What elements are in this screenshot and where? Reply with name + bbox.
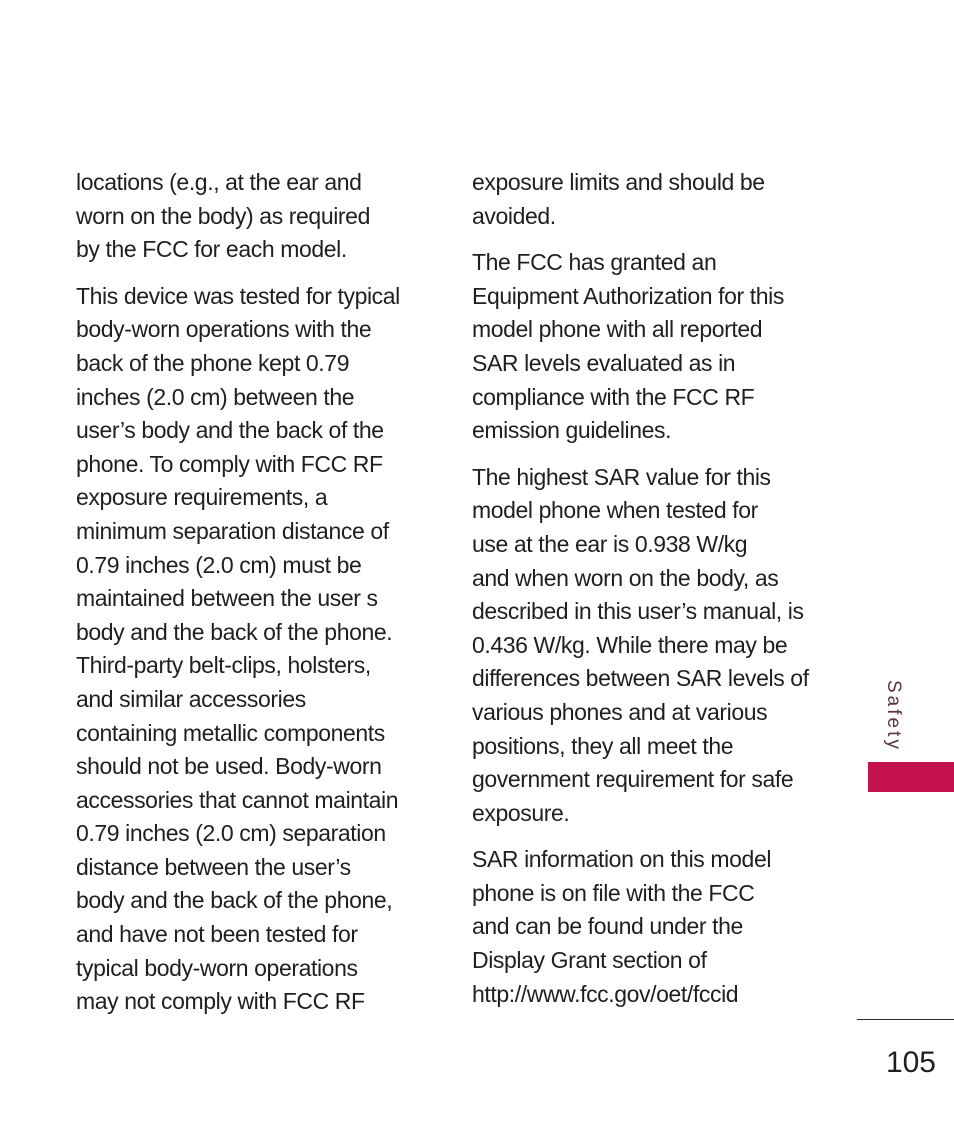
text-line: model phone when tested for bbox=[472, 497, 758, 524]
page-number: 105 bbox=[885, 1046, 936, 1079]
paragraph bbox=[76, 166, 438, 267]
text-line: Equipment Authorization for this bbox=[472, 282, 784, 309]
text-line: and have not been tested for bbox=[76, 921, 358, 948]
text-line: exposure. bbox=[472, 799, 570, 826]
text-line: exposure limits and should be bbox=[472, 169, 765, 195]
text-line: and similar accessories bbox=[76, 685, 306, 712]
section-tab-marker bbox=[868, 762, 954, 792]
text-line: differences between SAR levels of bbox=[472, 665, 809, 692]
text-line: exposure requirements, a bbox=[76, 484, 328, 511]
text-line: may not comply with FCC RF bbox=[76, 988, 365, 1015]
right-column bbox=[472, 166, 844, 1024]
text-line: minimum separation distance of bbox=[76, 517, 389, 544]
text-line: 0.79 inches (2.0 cm) must be bbox=[76, 551, 362, 578]
text-line: phone. To comply with FCC RF bbox=[76, 450, 383, 477]
text-line: use at the ear is 0.938 W/kg bbox=[472, 530, 748, 557]
text-line: This device was tested for typical bbox=[76, 282, 400, 309]
text-line: accessories that cannot maintain bbox=[76, 786, 399, 813]
text-line: back of the phone kept 0.79 bbox=[76, 349, 350, 376]
text-line: Display Grant section of bbox=[472, 947, 707, 974]
paragraph bbox=[472, 461, 844, 831]
text-line: user’s body and the back of the bbox=[76, 417, 384, 444]
text-line: described in this user’s manual, is bbox=[472, 598, 804, 625]
text-line: inches (2.0 cm) between the bbox=[76, 383, 355, 410]
text-line: phone is on file with the FCC bbox=[472, 879, 755, 906]
text-line: SAR levels evaluated as in bbox=[472, 349, 736, 376]
paragraph bbox=[76, 280, 438, 1019]
text-line: typical body-worn operations bbox=[76, 954, 358, 981]
text-line: compliance with the FCC RF bbox=[472, 383, 755, 410]
section-label: Safety bbox=[883, 680, 904, 752]
text-line: avoided. bbox=[472, 202, 556, 229]
text-line: containing metallic components bbox=[76, 719, 385, 746]
paragraph bbox=[472, 246, 844, 448]
text-line: body-worn operations with the bbox=[76, 316, 372, 343]
text-line: model phone with all reported bbox=[472, 316, 763, 343]
text-line: 0.436 W/kg. While there may be bbox=[472, 631, 788, 658]
url-text: http://www.fcc.gov/oet/fccid bbox=[472, 980, 739, 1007]
text-line: positions, they all meet the bbox=[472, 732, 734, 759]
text-line: 0.79 inches (2.0 cm) separation bbox=[76, 820, 386, 847]
text-line: body and the back of the phone. bbox=[76, 618, 393, 645]
paragraph bbox=[472, 166, 844, 233]
text-line: body and the back of the phone, bbox=[76, 887, 393, 914]
text-line: locations (e.g., at the ear and bbox=[76, 169, 362, 195]
text-line: and when worn on the body, as bbox=[472, 564, 779, 591]
text-line: and can be found under the bbox=[472, 913, 743, 940]
text-line: emission guidelines. bbox=[472, 417, 672, 444]
page-number-divider bbox=[857, 1019, 954, 1020]
text-line: The FCC has granted an bbox=[472, 249, 717, 276]
text-line: worn on the body) as required bbox=[76, 202, 370, 229]
text-line: should not be used. Body-worn bbox=[76, 753, 382, 780]
text-line: The highest SAR value for this bbox=[472, 463, 771, 490]
text-line: government requirement for safe bbox=[472, 766, 794, 793]
text-line: maintained between the user s bbox=[76, 585, 378, 612]
text-line: Third-party belt-clips, holsters, bbox=[76, 652, 371, 679]
text-line: various phones and at various bbox=[472, 698, 768, 725]
text-line: by the FCC for each model. bbox=[76, 236, 347, 263]
paragraph bbox=[472, 843, 844, 1011]
text-line: distance between the user’s bbox=[76, 853, 351, 880]
text-line: SAR information on this model bbox=[472, 846, 772, 873]
left-column bbox=[76, 166, 438, 1032]
